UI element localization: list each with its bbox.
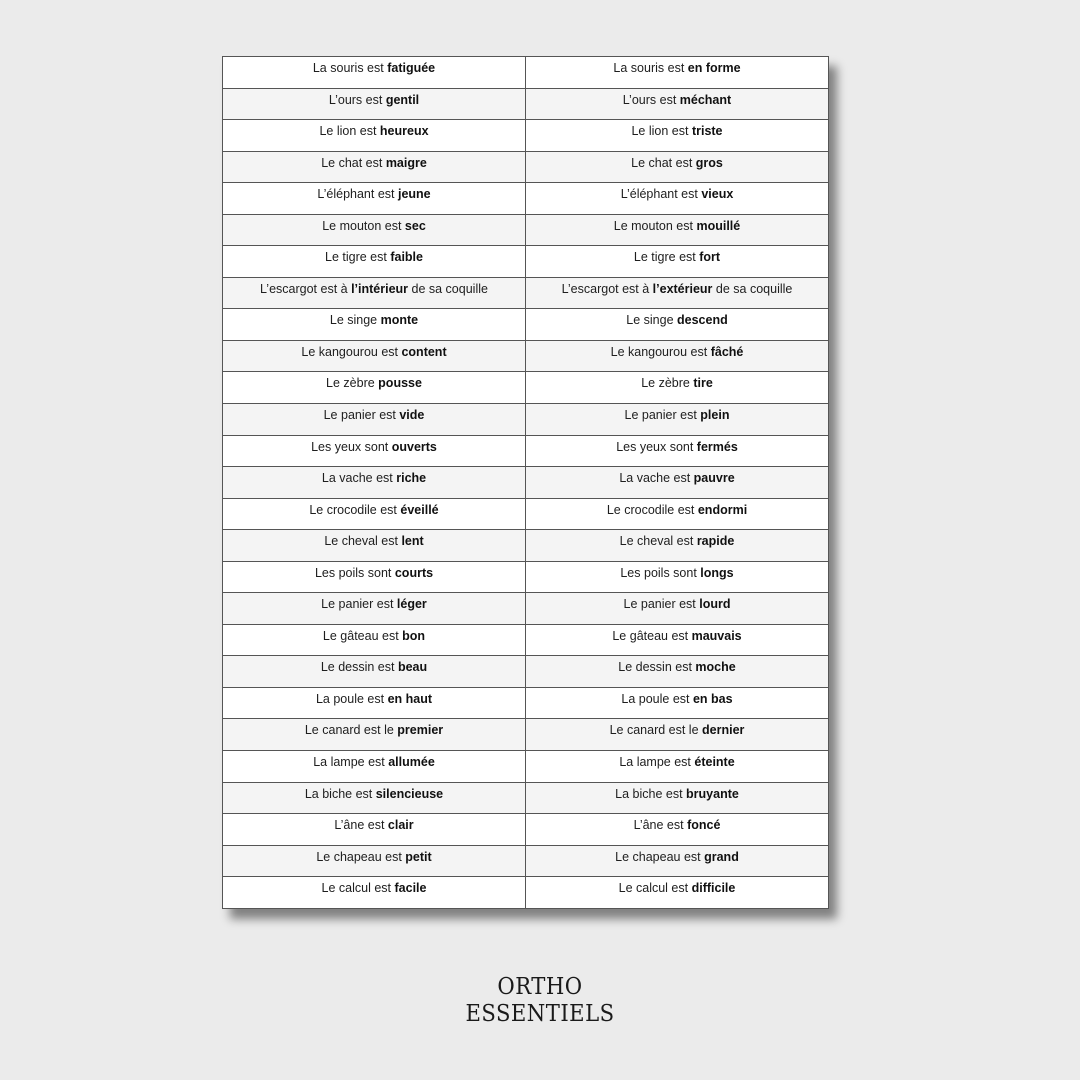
table-row <box>223 593 829 625</box>
table-row <box>223 498 829 530</box>
keyword-text: longs <box>700 565 734 580</box>
keyword-text: silencieuse <box>375 786 444 801</box>
keyword-text: pauvre <box>693 471 735 486</box>
keyword-text: grand <box>704 849 739 864</box>
keyword-text: l’intérieur <box>351 281 409 296</box>
keyword-text: ouverts <box>391 439 437 454</box>
sentence-cell-right <box>526 404 829 436</box>
keyword-text: fort <box>699 250 721 265</box>
sentence-cell-right <box>526 877 829 909</box>
sentence-cell-right <box>526 561 829 593</box>
sentence-text: Le zèbre <box>641 376 694 391</box>
sentence-text: Le chat est <box>631 155 696 170</box>
table-row <box>223 340 829 372</box>
keyword-text: moche <box>695 660 736 675</box>
sentence-text: L’âne est <box>334 818 388 833</box>
keyword-text: foncé <box>687 818 721 833</box>
sentence-cell-right <box>526 719 829 751</box>
table-row <box>223 246 829 278</box>
opposites-table <box>222 56 829 909</box>
sentence-text: de sa coquille <box>712 281 793 296</box>
sentence-cell-left <box>223 467 526 499</box>
keyword-text: vide <box>399 408 425 423</box>
keyword-text: facile <box>394 881 427 896</box>
sentence-text: La vache est <box>619 471 694 486</box>
keyword-text: allumée <box>388 755 435 770</box>
sentence-cell-left <box>223 214 526 246</box>
keyword-text: triste <box>691 124 723 139</box>
sentence-cell-left <box>223 246 526 278</box>
sentence-text: L’escargot est à <box>260 281 352 296</box>
brand-logo <box>0 974 1080 1028</box>
sentence-cell-right <box>526 57 829 89</box>
brand-line-1: ORTHO <box>497 974 583 1000</box>
sentence-cell-left <box>223 687 526 719</box>
sentence-text: Le tigre est <box>633 250 700 265</box>
sentence-text: Le cheval est <box>324 534 402 549</box>
sentence-cell-right <box>526 845 829 877</box>
keyword-text: gentil <box>385 92 420 107</box>
sentence-text: Le calcul est <box>618 881 692 896</box>
sentence-text: Le chapeau est <box>316 849 406 864</box>
keyword-text: fâché <box>710 344 744 359</box>
sentence-cell-right <box>526 340 829 372</box>
sentence-text: Le zèbre <box>326 376 379 391</box>
sentence-cell-right <box>526 814 829 846</box>
table-row <box>223 57 829 89</box>
table-row <box>223 814 829 846</box>
sentence-cell-left <box>223 88 526 120</box>
table-row <box>223 404 829 436</box>
sentence-cell-left <box>223 593 526 625</box>
keyword-text: éveillé <box>400 502 439 517</box>
sentence-cell-right <box>526 277 829 309</box>
sentence-text: Le canard est le <box>304 723 398 738</box>
table-row <box>223 372 829 404</box>
sentence-cell-right <box>526 309 829 341</box>
sentence-text: Le crocodile est <box>309 502 401 517</box>
table-row <box>223 183 829 215</box>
sentence-cell-right <box>526 183 829 215</box>
keyword-text: bon <box>402 628 426 643</box>
sentence-cell-left <box>223 624 526 656</box>
keyword-text: mauvais <box>691 628 742 643</box>
table-row <box>223 719 829 751</box>
sentence-cell-left <box>223 561 526 593</box>
table-row <box>223 751 829 783</box>
brand-line-2: ESSENTIELS <box>465 1001 615 1027</box>
sentence-cell-right <box>526 624 829 656</box>
keyword-text: plein <box>700 408 730 423</box>
sentence-cell-right <box>526 687 829 719</box>
keyword-text: léger <box>396 597 427 612</box>
sentence-text: Le kangourou est <box>301 344 402 359</box>
sentence-cell-left <box>223 845 526 877</box>
sentence-text: L’ours est <box>622 92 680 107</box>
sentence-cell-left <box>223 877 526 909</box>
keyword-text: bruyante <box>686 786 739 801</box>
sentence-text: La lampe est <box>619 755 695 770</box>
sentence-cell-left <box>223 814 526 846</box>
sentence-text: La souris est <box>312 61 388 75</box>
keyword-text: fatiguée <box>387 61 436 75</box>
keyword-text: gros <box>695 155 723 170</box>
sentence-text: La vache est <box>321 471 397 486</box>
sentence-cell-left <box>223 751 526 783</box>
sentence-text: Le mouton est <box>322 218 405 233</box>
table-row <box>223 656 829 688</box>
sentence-cell-left <box>223 404 526 436</box>
keyword-text: beau <box>397 660 428 675</box>
keyword-text: faible <box>390 250 423 265</box>
keyword-text: en forme <box>687 61 741 75</box>
sentence-cell-left <box>223 57 526 89</box>
sentence-cell-right <box>526 372 829 404</box>
keyword-text: content <box>401 344 447 359</box>
sentence-text: Le canard est le <box>609 723 703 738</box>
table-row <box>223 530 829 562</box>
keyword-text: éteinte <box>694 755 735 770</box>
sentence-text: Le lion est <box>319 124 380 139</box>
keyword-text: pousse <box>378 376 422 391</box>
sentence-cell-left <box>223 183 526 215</box>
sentence-text: Les yeux sont <box>311 439 392 454</box>
keyword-text: méchant <box>679 92 732 107</box>
sentence-cell-left <box>223 656 526 688</box>
sentence-text: Le chapeau est <box>615 849 705 864</box>
sentence-text: Le panier est <box>623 597 700 612</box>
keyword-text: fermés <box>696 439 738 454</box>
sentence-cell-left <box>223 372 526 404</box>
opposites-table-body <box>223 57 829 909</box>
keyword-text: petit <box>405 849 432 864</box>
keyword-text: riche <box>396 471 427 486</box>
sentence-cell-right <box>526 782 829 814</box>
sentence-cell-right <box>526 751 829 783</box>
sentence-cell-left <box>223 120 526 152</box>
sentence-text: La poule est <box>315 691 388 706</box>
keyword-text: sec <box>404 218 426 233</box>
sentence-text: L’ours est <box>328 92 386 107</box>
sentence-text: La biche est <box>304 786 376 801</box>
sentence-text: L’éléphant est <box>620 187 702 202</box>
sentence-text: L’éléphant est <box>317 187 398 202</box>
sentence-text: Le panier est <box>321 597 397 612</box>
sentence-text: L’escargot est à <box>561 281 653 296</box>
table-row <box>223 845 829 877</box>
keyword-text: mouillé <box>696 218 741 233</box>
table-row <box>223 309 829 341</box>
keyword-text: heureux <box>379 124 429 139</box>
sentence-cell-right <box>526 467 829 499</box>
table-row <box>223 277 829 309</box>
document-page <box>222 56 829 909</box>
table-row <box>223 687 829 719</box>
sentence-cell-left <box>223 435 526 467</box>
sentence-cell-right <box>526 530 829 562</box>
keyword-text: maigre <box>385 155 427 170</box>
sentence-cell-left <box>223 340 526 372</box>
sentence-cell-right <box>526 246 829 278</box>
sentence-cell-left <box>223 151 526 183</box>
sentence-text: La souris est <box>613 61 688 75</box>
sentence-text: de sa coquille <box>408 281 488 296</box>
keyword-text: endormi <box>697 502 748 517</box>
sentence-cell-right <box>526 498 829 530</box>
sentence-text: Le lion est <box>631 124 692 139</box>
table-row <box>223 561 829 593</box>
sentence-text: Le singe <box>329 313 381 328</box>
keyword-text: courts <box>394 565 434 580</box>
keyword-text: difficile <box>691 881 736 896</box>
sentence-cell-right <box>526 120 829 152</box>
sentence-cell-right <box>526 214 829 246</box>
table-row <box>223 877 829 909</box>
sentence-text: Le cheval est <box>619 534 697 549</box>
table-row <box>223 467 829 499</box>
sentence-text: Le chat est <box>321 155 386 170</box>
table-row <box>223 624 829 656</box>
keyword-text: dernier <box>702 723 745 738</box>
sentence-text: Les yeux sont <box>616 439 697 454</box>
sentence-text: Le tigre est <box>325 250 391 265</box>
sentence-text: Le singe <box>626 313 677 328</box>
keyword-text: en bas <box>692 691 733 706</box>
sentence-cell-left <box>223 277 526 309</box>
sentence-cell-left <box>223 498 526 530</box>
sentence-cell-left <box>223 782 526 814</box>
table-row <box>223 151 829 183</box>
keyword-text: descend <box>677 313 728 328</box>
keyword-text: lourd <box>699 597 731 612</box>
sentence-text: La poule est <box>621 691 693 706</box>
sentence-text: Les poils sont <box>620 565 701 580</box>
sentence-text: Le gâteau est <box>322 628 403 643</box>
table-row <box>223 435 829 467</box>
keyword-text: jeune <box>397 187 431 202</box>
sentence-text: Le dessin est <box>320 660 398 675</box>
sentence-text: Les poils sont <box>314 565 395 580</box>
sentence-cell-left <box>223 719 526 751</box>
sentence-text: Le crocodile est <box>606 502 698 517</box>
sentence-text: La biche est <box>615 786 687 801</box>
sentence-cell-right <box>526 435 829 467</box>
keyword-text: rapide <box>696 534 735 549</box>
sentence-cell-right <box>526 656 829 688</box>
keyword-text: clair <box>387 818 414 833</box>
keyword-text: lent <box>401 534 424 549</box>
sentence-text: Le gâteau est <box>612 628 692 643</box>
sentence-text: Le panier est <box>323 408 400 423</box>
table-row <box>223 214 829 246</box>
table-row <box>223 120 829 152</box>
table-row <box>223 782 829 814</box>
sentence-text: Le calcul est <box>321 881 395 896</box>
keyword-text: monte <box>380 313 419 328</box>
sentence-cell-left <box>223 530 526 562</box>
keyword-text: vieux <box>701 187 734 202</box>
sentence-text: Le mouton est <box>613 218 697 233</box>
sentence-text: L’âne est <box>633 818 688 833</box>
sentence-text: Le panier est <box>624 408 701 423</box>
sentence-cell-left <box>223 309 526 341</box>
keyword-text: en haut <box>387 691 433 706</box>
sentence-text: Le dessin est <box>618 660 696 675</box>
keyword-text: tire <box>693 376 713 391</box>
sentence-cell-right <box>526 593 829 625</box>
sentence-text: Le kangourou est <box>610 344 711 359</box>
keyword-text: l’extérieur <box>652 281 713 296</box>
sentence-cell-right <box>526 88 829 120</box>
sentence-text: La lampe est <box>313 755 389 770</box>
table-row <box>223 88 829 120</box>
sentence-cell-right <box>526 151 829 183</box>
keyword-text: premier <box>397 723 444 738</box>
